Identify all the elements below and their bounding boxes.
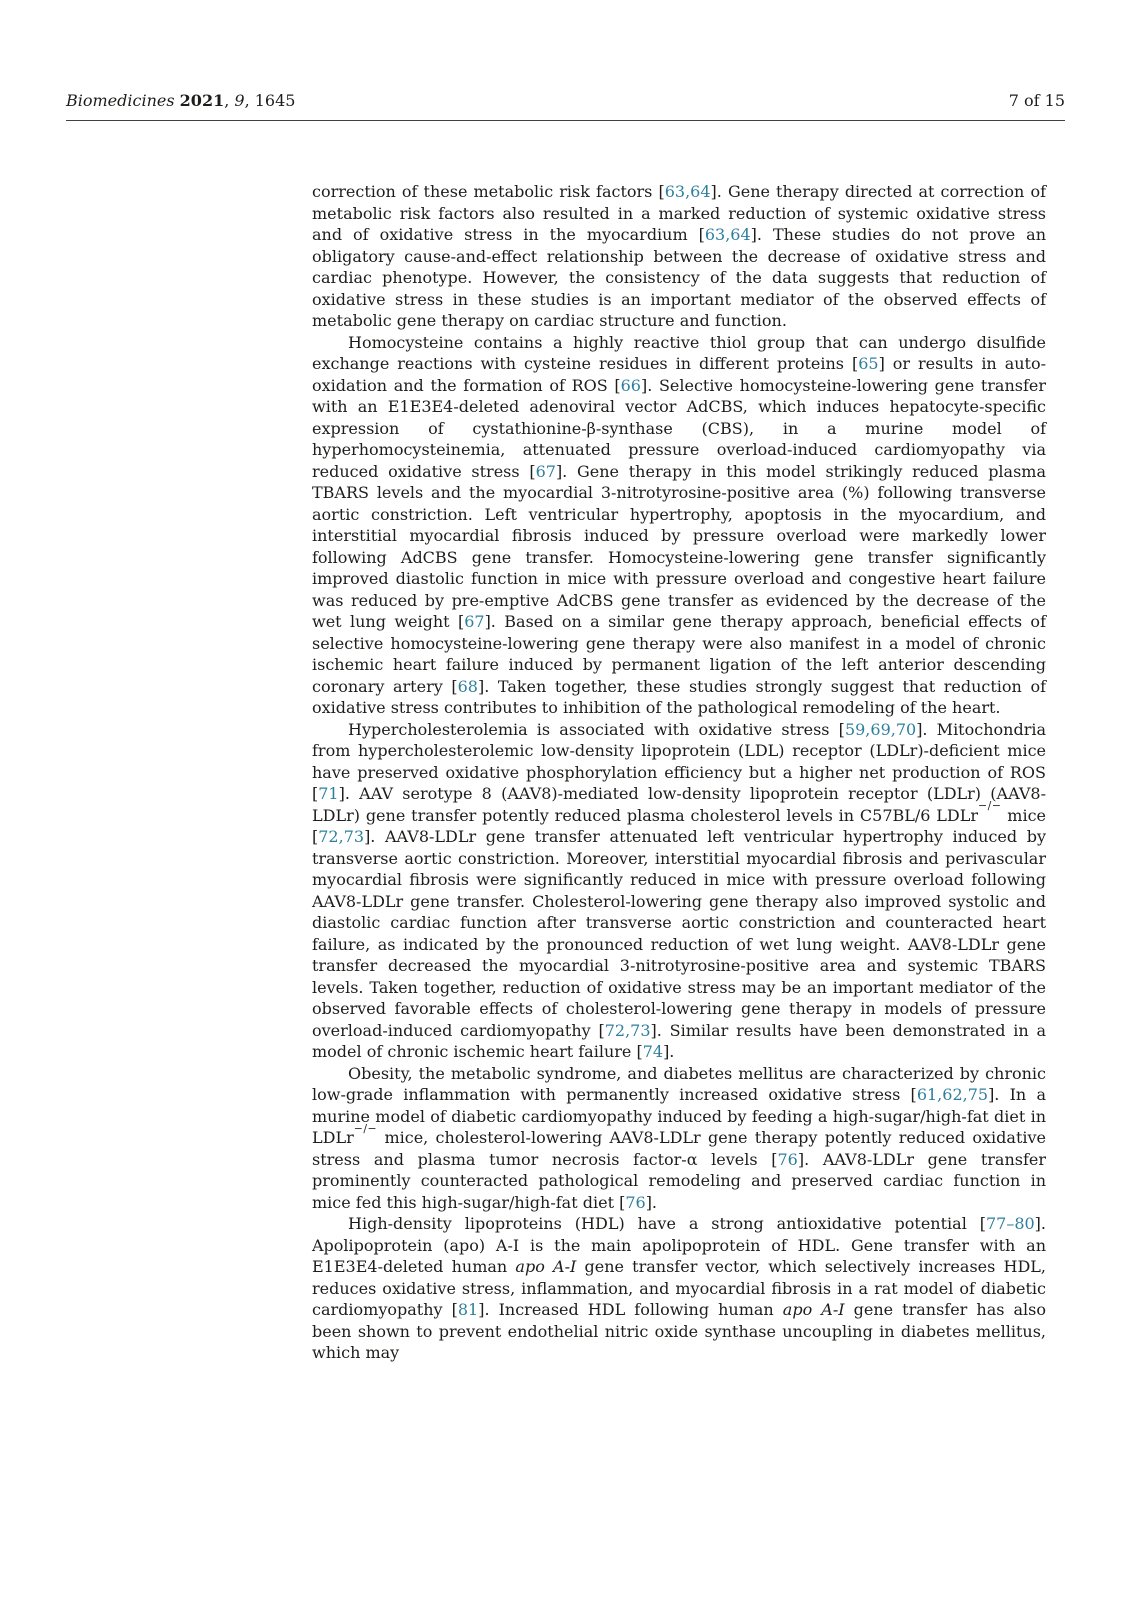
citation-link[interactable]: 76 <box>777 1149 798 1169</box>
bold-text: 2021 <box>179 91 225 110</box>
page-number: 7 of 15 <box>1008 91 1065 110</box>
citation-link[interactable]: 65 <box>858 354 879 373</box>
body-text <box>312 181 1046 1364</box>
citation-link[interactable]: 81 <box>457 1300 479 1319</box>
paragraph: Homocysteine contains a highly reactive thiol group that can undergo disulfide exchange reactions with cysteine residues in different proteins [65] or results in auto-oxidation and the formation of ROS [66]. Selective homocysteine-lowering gene transfer with an E1E3E4-deleted adenoviral vector AdCBS, which induces hepatocyte-specific expression of cystathionine-β-synthase (CBS), in a murine model of hyperhomocysteinemia, attenuated pressure overload-induced cardiomyopathy via reduced oxidative stress [67]. Gene therapy in this model strikingly reduced plasma TBARS levels and the myocardial 3-nitrotyrosine-positive area (%) following transverse aortic constriction. Left ventricular hypertrophy, apoptosis in the myocardium, and interstitial myocardial fibrosis induced by pressure overload were markedly lower following AdCBS gene transfer. Homocysteine-lowering gene transfer significantly improved diastolic function in mice with pressure overload and congestive heart failure was reduced by pre-emptive AdCBS gene transfer as evidenced by the decrease of the wet lung weight [67]. Based on a similar gene therapy approach, beneficial effects of selective homocysteine-lowering gene therapy were also manifest in a model of chronic ischemic heart failure induced by permanent ligation of the left anterior descending coronary artery [68]. Taken together, these studies strongly suggest that reduction of oxidative stress contributes to inhibition of the pathological remodeling of the heart. <box>312 332 1047 717</box>
citation-link[interactable]: 72,73 <box>604 1020 651 1040</box>
citation-link[interactable]: 59,69,70 <box>844 719 917 739</box>
paragraph: Hypercholesterolemia is associated with oxidative stress [59,69,70]. Mitochondria from hypercholesterolemic low-density lipoprotein (LDL) receptor (LDLr)-deficient mice have preserved oxidative phosphorylation efficiency but a higher net production of ROS [71]. AAV serotype 8 (AAV8)-mediated low-density lipoprotein receptor (LDLr) (AAV8-LDLr) gene transfer potently reduced plasma cholesterol levels in C57BL/6 LDLr−/− mice [72,73]. AAV8-LDLr gene transfer attenuated left ventricular hypertrophy induced by transverse aortic constriction. Moreover, interstitial myocardial fibrosis and perivascular myocardial fibrosis were significantly reduced in mice with pressure overload following AAV8-LDLr gene transfer. Cholesterol-lowering gene therapy also improved systolic and diastolic cardiac function after transverse aortic constriction and counteracted heart failure, as indicated by the pronounced reduction of wet lung weight. AAV8-LDLr gene transfer decreased the myocardial 3-nitrotyrosine-positive area and systemic TBARS levels. Taken together, reduction of oxidative stress may be an important mediator of the observed favorable effects of cholesterol-lowering gene therapy in models of pressure overload-induced cardiomyopathy [72,73]. Similar results have been demonstrated in a model of chronic ischemic heart failure [74]. <box>312 719 1047 1061</box>
citation-link[interactable]: 61,62,75 <box>916 1085 989 1104</box>
citation-link[interactable]: 67 <box>464 612 485 631</box>
italic-text: apo A-I <box>515 1257 577 1276</box>
citation-link[interactable]: 76 <box>625 1192 646 1212</box>
citation-link[interactable]: 66 <box>620 375 641 395</box>
citation-link[interactable]: 77–80 <box>985 1214 1035 1233</box>
citation-link[interactable]: 74 <box>642 1042 664 1061</box>
citation-link[interactable]: 68 <box>457 676 478 696</box>
italic-text: Biomedicines <box>66 91 175 110</box>
journal-citation: Biomedicines 2021, 9, 1645 <box>66 91 296 110</box>
paragraph: correction of these metabolic risk factors [63,64]. Gene therapy directed at correction of metabolic risk factors also resulted in a marked reduction of systemic oxidative stress and of oxidative stress in the myocardium [63,64]. These studies do not prove an obligatory cause-and-effect relationship between the decrease of oxidative stress and cardiac phenotype. However, the consistency of the data suggests that reduction of oxidative stress in these studies is an important mediator of the observed effects of metabolic gene therapy on cardiac structure and function. <box>312 182 1046 330</box>
citation-link[interactable]: 67 <box>535 461 556 481</box>
header-divider <box>66 120 1065 121</box>
citation-link[interactable]: 63,64 <box>664 182 711 201</box>
running-head <box>66 91 1065 111</box>
superscript-text: −/− <box>978 799 1002 813</box>
italic-text: 9 <box>234 91 245 110</box>
superscript-text: −/− <box>353 1121 378 1135</box>
paragraph: High-density lipoproteins (HDL) have a strong antioxidative potential [77–80]. Apolipoprotein (apo) A-I is the main apolipoprotein of HDL. Gene transfer with an E1E3E4-deleted human apo A-I gene transfer vector, which selectively increases HDL, reduces oxidative stress, inflammation, and myocardial fibrosis in a rat model of diabetic cardiomyopathy [81]. Increased HDL following human apo A-I gene transfer has also been shown to prevent endothelial nitric oxide synthase uncoupling in diabetes mellitus, which may <box>312 1214 1047 1362</box>
citation-link[interactable]: 63,64 <box>704 225 751 244</box>
citation-link[interactable]: 72,73 <box>318 827 365 846</box>
italic-text: apo A-I <box>782 1300 845 1319</box>
citation-link[interactable]: 71 <box>318 784 339 803</box>
paragraph: Obesity, the metabolic syndrome, and diabetes mellitus are characterized by chronic low-grade inflammation with permanently increased oxidative stress [61,62,75]. In a murine model of diabetic cardiomyopathy induced by feeding a high-sugar/high-fat diet in LDLr−/− mice, cholesterol-lowering AAV8-LDLr gene therapy potently reduced oxidative stress and plasma tumor necrosis factor-α levels [76]. AAV8-LDLr gene transfer prominently counteracted pathological remodeling and preserved cardiac function in mice fed this high-sugar/high-fat diet [76]. <box>312 1063 1046 1212</box>
